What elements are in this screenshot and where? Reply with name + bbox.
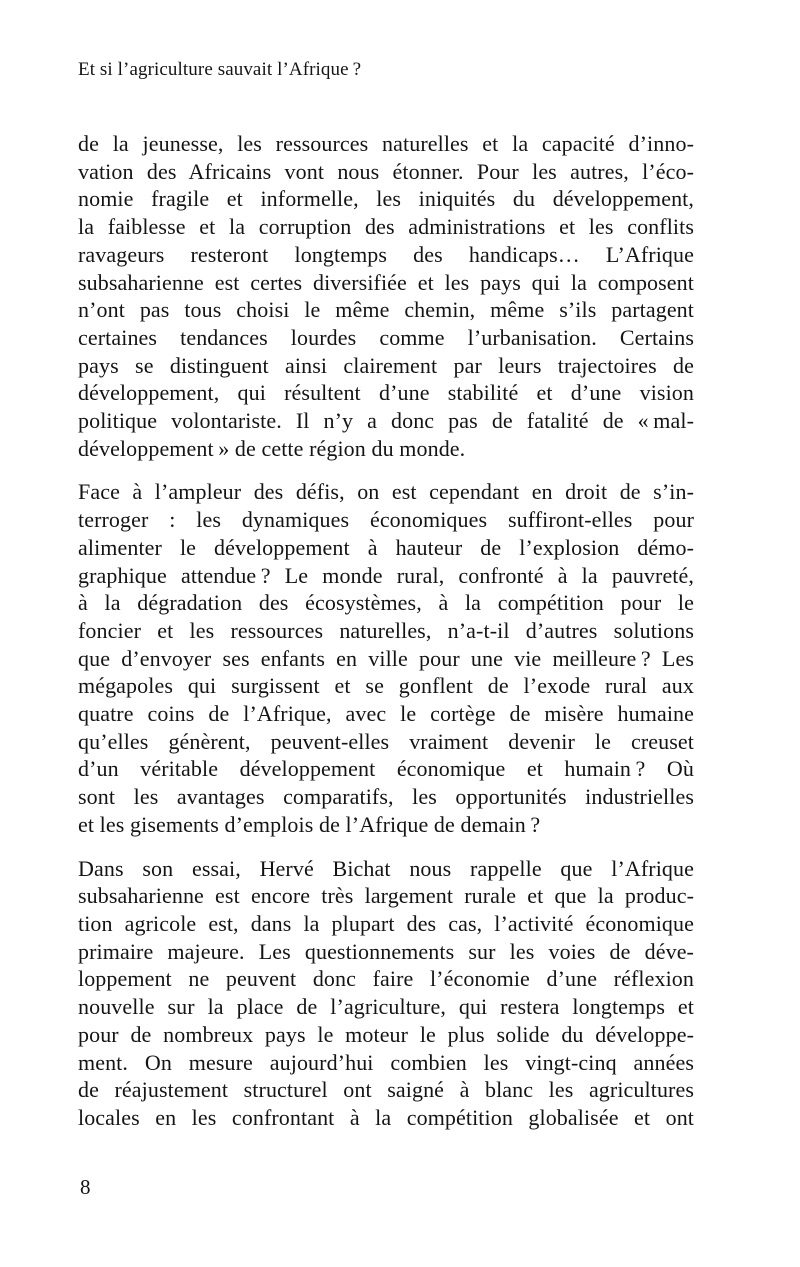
text-line: qu’elles génèrent, peuvent-elles vraiment devenir le creuset xyxy=(78,728,694,754)
text-line: loppement ne peuvent donc faire l’économie d’une réflexion xyxy=(78,966,694,992)
text-line: certaines tendances lourdes comme l’urbanisation. Certains xyxy=(78,324,694,350)
text-line: subsaharienne est certes diversifiée et les pays qui la composent xyxy=(78,269,694,295)
text-line: développement » de cette région du monde. xyxy=(78,435,466,461)
text-line: d’un véritable développement économique et humain ? Où xyxy=(78,756,694,782)
text-line: terroger : les dynamiques économiques suffiront-elles pour xyxy=(78,507,694,533)
paragraph xyxy=(78,130,694,462)
text-line: nouvelle sur la place de l’agriculture, qui restera longtemps et xyxy=(78,994,694,1020)
text-line: n’ont pas tous choisi le même chemin, même s’ils partagent xyxy=(78,297,694,323)
text-line: mégapoles qui surgissent et se gonflent de l’exode rural aux xyxy=(78,673,694,699)
text-line: vation des Africains vont nous étonner. Pour les autres, l’éco- xyxy=(78,158,694,184)
paragraph xyxy=(78,478,694,838)
text-line: locales en les confrontant à la compétition globalisée et ont xyxy=(78,1104,694,1130)
text-line: primaire majeure. Les questionnements sur les voies de déve- xyxy=(78,938,694,964)
text-line: sont les avantages comparatifs, les opportunités industrielles xyxy=(78,784,694,810)
text-line: que d’envoyer ses enfants en ville pour une vie meilleure ? Les xyxy=(78,645,694,671)
text-line: nomie fragile et informelle, les iniquités du développement, xyxy=(78,186,694,212)
text-line: Face à l’ampleur des défis, on est cependant en droit de s’in- xyxy=(78,479,694,505)
running-head: Et si l’agriculture sauvait l’Afrique ? xyxy=(78,59,362,80)
text-line: graphique attendue ? Le monde rural, confronté à la pauvreté, xyxy=(78,562,694,588)
text-line: alimenter le développement à hauteur de l’explosion démo- xyxy=(78,534,694,560)
text-line: à la dégradation des écosystèmes, à la compétition pour le xyxy=(78,590,694,616)
text-line: subsaharienne est encore très largement rurale et que la produc- xyxy=(78,883,694,909)
text-line: pour de nombreux pays le moteur le plus solide du développe- xyxy=(78,1021,694,1047)
paragraph xyxy=(78,855,694,1132)
text-line: de réajustement structurel ont saigné à blanc les agricultures xyxy=(78,1077,694,1103)
text-line: foncier et les ressources naturelles, n’a-t-il d’autres solutions xyxy=(78,617,694,643)
text-line: politique volontariste. Il n’y a donc pas de fatalité de « mal- xyxy=(78,408,694,434)
text-line: développement, qui résultent d’une stabilité et d’une vision xyxy=(78,380,694,406)
text-line: tion agricole est, dans la plupart des cas, l’activité économique xyxy=(78,910,694,936)
page-number: 8 xyxy=(80,1175,91,1199)
text-line: ravageurs resteront longtemps des handicaps… L’Afrique xyxy=(78,241,694,267)
text-line: la faiblesse et la corruption des administrations et les conflits xyxy=(78,214,694,240)
text-line: de la jeunesse, les ressources naturelles et la capacité d’inno- xyxy=(78,131,694,156)
text-line: ment. On mesure aujourd’hui combien les vingt-cinq années xyxy=(78,1049,694,1075)
text-line: et les gisements d’emplois de l’Afrique de demain ? xyxy=(78,811,541,837)
text-line: pays se distinguent ainsi clairement par leurs trajectoires de xyxy=(78,352,694,378)
body-text xyxy=(78,130,694,1132)
text-line: quatre coins de l’Afrique, avec le cortège de misère humaine xyxy=(78,701,694,727)
text-line: Dans son essai, Hervé Bichat nous rappelle que l’Afrique xyxy=(78,855,694,881)
